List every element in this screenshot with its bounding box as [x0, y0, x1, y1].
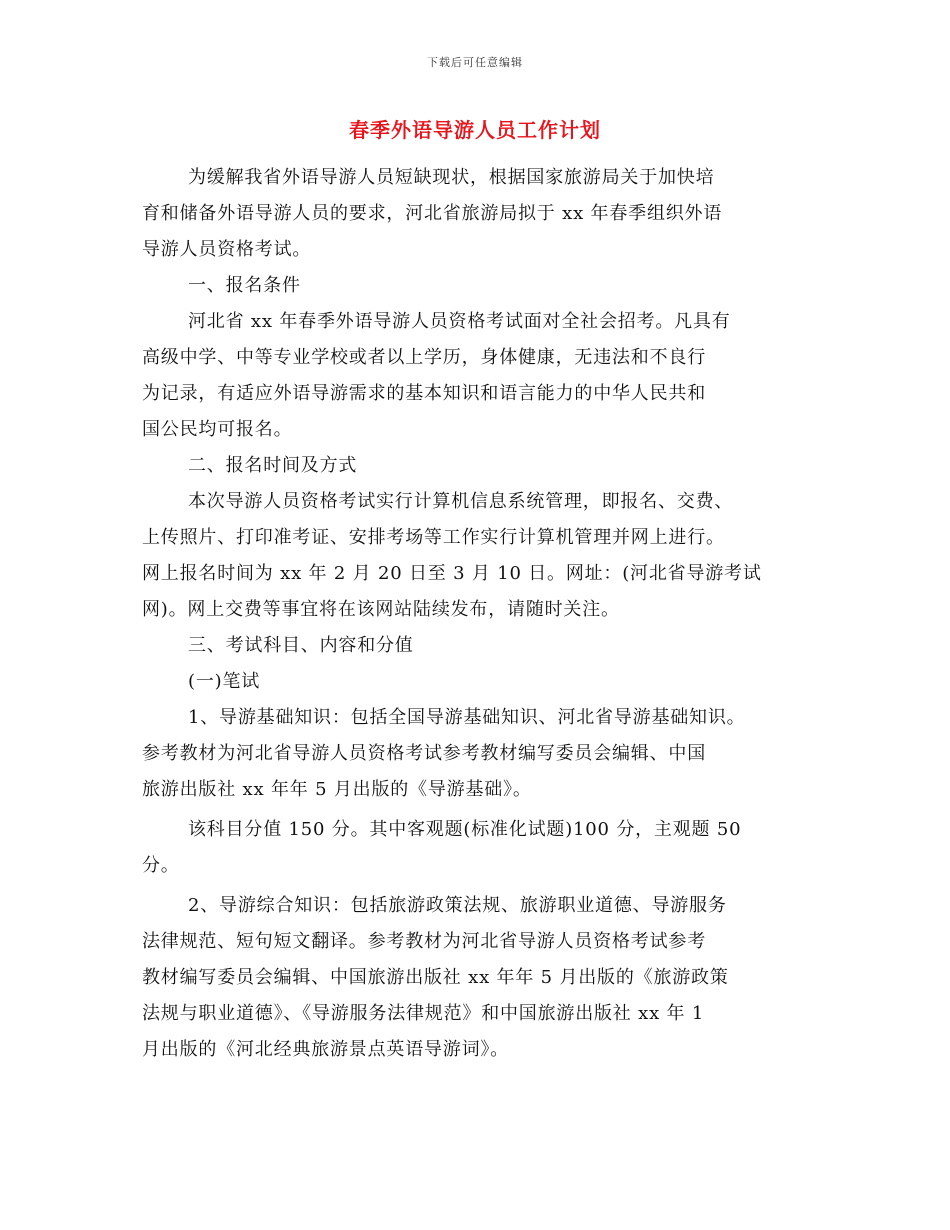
body-line: 高级中学、中等专业学校或者以上学历，身体健康，无违法和不良行: [142, 347, 706, 368]
body-line: 旅游出版社 xx 年年 5 月出版的《导游基础》。: [142, 779, 532, 800]
body-line: 1、导游基础知识：包括全国导游基础知识、河北省导游基础知识。: [188, 707, 746, 728]
body-line: 该科目分值 150 分。其中客观题(标准化试题)100 分，主观题 50: [188, 819, 742, 840]
body-line: 本次导游人员资格考试实行计算机信息系统管理，即报名、交费、: [188, 491, 734, 512]
body-line: 为缓解我省外语导游人员短缺现状，根据国家旅游局关于加快培: [188, 167, 715, 188]
body-line: 育和储备外语导游人员的要求，河北省旅游局拟于 xx 年春季组织外语: [142, 203, 723, 224]
body-line: 法规与职业道德》、《导游服务法律规范》和中国旅游出版社 xx 年 1: [142, 1003, 705, 1024]
body-line: 导游人员资格考试。: [142, 239, 312, 260]
header-note: 下载后可任意编辑: [427, 56, 523, 69]
section-heading: 三、考试科目、内容和分值: [188, 635, 414, 656]
body-line: 2、导游综合知识：包括旅游政策法规、旅游职业道德、导游服务: [188, 895, 727, 916]
body-line: 上传照片、打印准考证、安排考场等工作实行计算机管理并网上进行。: [142, 527, 725, 548]
document-title: 春季外语导游人员工作计划: [349, 118, 601, 142]
body-line: 网上报名时间为 xx 年 2 月 20 日至 3 月 10 日。网址：(河北省导游考试: [142, 563, 762, 584]
body-line: 参考教材为河北省导游人员资格考试参考教材编写委员会编辑、中国: [142, 743, 706, 764]
body-line: 分。: [142, 855, 180, 876]
body-line: 为记录，有适应外语导游需求的基本知识和语言能力的中华人民共和: [142, 383, 706, 404]
body-line: 法律规范、短句短文翻译。参考教材为河北省导游人员资格考试参考: [142, 931, 706, 952]
section-heading: 一、报名条件: [188, 275, 301, 296]
body-line: 国公民均可报名。: [142, 419, 293, 440]
section-heading: 二、报名时间及方式: [188, 455, 358, 476]
body-line: 河北省 xx 年春季外语导游人员资格考试面对全社会招考。凡具有: [188, 311, 731, 332]
body-line: 教材编写委员会编辑、中国旅游出版社 xx 年年 5 月出版的《旅游政策: [142, 967, 729, 988]
document-body: [142, 160, 818, 1068]
body-line: 月出版的《河北经典旅游景点英语导游词》。: [142, 1039, 509, 1060]
body-line: 网)。网上交费等事宜将在该网站陆续发布，请随时关注。: [142, 599, 620, 620]
subsection-heading: (一)笔试: [188, 671, 261, 692]
